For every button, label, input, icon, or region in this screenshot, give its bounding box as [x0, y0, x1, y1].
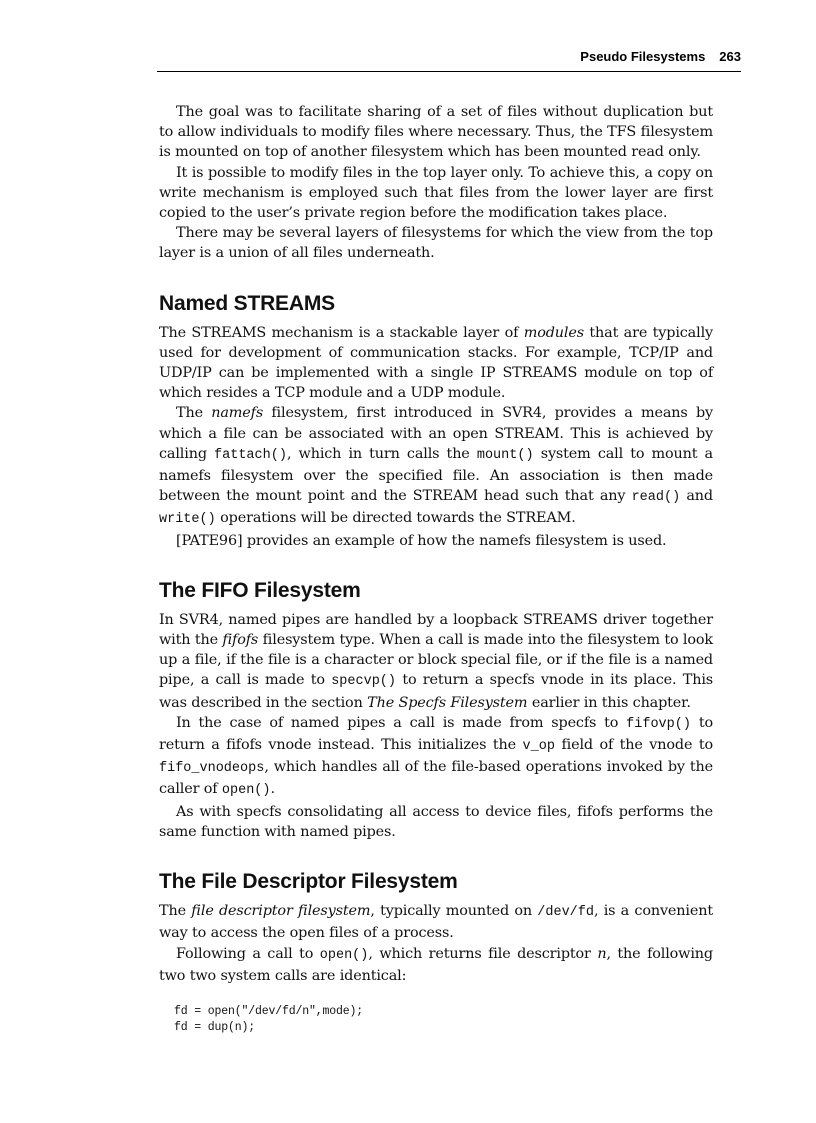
fifo-paragraph-1: In SVR4, named pipes are handled by a loopback STREAMS driver together with the fifofs filesystem type. When a call is made into the filesystem to look up a file, if the file is a character or block special file, or if the file is a named pipe, a call is made to specvp() to return a specfs vnode in its place. This was described in the section The Specfs Filesystem earlier in this chapter.: [159, 611, 714, 711]
code-v-op: v_op: [522, 739, 555, 755]
fd-paragraph-1: The file descriptor filesystem, typically mounted on /dev/fd, is a convenient way to access the open files of a process.: [159, 903, 713, 942]
code-fifovp: fifovp(): [626, 716, 691, 732]
header-title: Pseudo Filesystems: [580, 49, 706, 64]
code-mount: mount(): [476, 447, 534, 463]
emphasis-n: n: [597, 945, 607, 962]
code-write: write(): [159, 512, 216, 528]
streams-paragraph-3: [PATE96] provides an example of how the namefs filesystem is used.: [176, 532, 667, 549]
streams-paragraph-2: The namefs filesystem, first introduced in SVR4, provides a means by which a file can be associated with an open STREAM. This is achieved by calling fattach(), which in turn calls the mount() system call to mount a namefs filesystem over the specified file. An association is then made between the mount point and the STREAM head such that any read() and write() operations will be directed towards the STREAM.: [159, 405, 714, 528]
section-heading-named-streams: Named STREAMS: [159, 291, 335, 315]
code-dev-fd: /dev/fd: [537, 905, 594, 921]
fifo-paragraph-2: In the case of named pipes a call is made from specfs to fifovp() to return a fifofs vnode instead. This initializes the v_op field of the vnode to fifo_vnodeops, which handles all of the file-based operations invoked by the caller of open().: [159, 714, 713, 799]
page-body: [159, 102, 713, 1036]
code-fifo-vnodeops: fifo_vnodeops: [159, 761, 265, 777]
running-header: [157, 49, 741, 72]
section-heading-file-descriptor: The File Descriptor Filesystem: [159, 870, 458, 894]
code-specvp: specvp(): [331, 674, 396, 690]
emphasis-namefs: namefs: [211, 405, 264, 422]
fd-paragraph-2: Following a call to open(), which returns file descriptor n, the following two two system calls are identical:: [159, 945, 713, 984]
intro-paragraph-1: The goal was to facilitate sharing of a set of files without duplication but to allow individuals to modify files where necessary. Thus, the TFS filesystem is mounted on top of another filesystem which has been mounted read only.: [159, 104, 713, 161]
emphasis-fifofs: fifofs: [222, 632, 259, 649]
code-line-2: fd = dup(n);: [174, 1020, 256, 1034]
intro-paragraph-2: It is possible to modify files in the top layer only. To achieve this, a copy on write mechanism is employed such that files from the lower layer are first copied to the user’s private region before the modification takes place.: [159, 164, 713, 222]
code-open: open(): [221, 783, 271, 799]
code-listing: [174, 1004, 713, 1036]
intro-paragraph-3: There may be several layers of filesystems for which the view from the top layer is a union of all files underneath.: [159, 225, 713, 262]
code-read: read(): [631, 490, 681, 506]
emphasis-modules: modules: [523, 324, 584, 341]
streams-paragraph-1: The STREAMS mechanism is a stackable layer of modules that are typically used for development of communication stacks. For example, TCP/IP and UDP/IP can be implemented with a single IP STREAMS module on top of which resides a TCP module and a UDP module.: [159, 324, 713, 402]
code-open-call: open(): [319, 947, 369, 963]
section-heading-fifo: The FIFO Filesystem: [159, 578, 361, 602]
code-fattach: fattach(): [214, 447, 287, 463]
fifo-paragraph-3: As with specfs consolidating all access to device files, fifofs performs the same function with named pipes.: [159, 803, 713, 840]
emphasis-specfs-section: The Specfs Filesystem: [367, 694, 528, 711]
code-line-1: fd = open("/dev/fd/n",mode);: [174, 1004, 364, 1018]
page-number: 263: [719, 49, 741, 64]
emphasis-fd-filesystem: file descriptor filesystem: [191, 903, 371, 920]
